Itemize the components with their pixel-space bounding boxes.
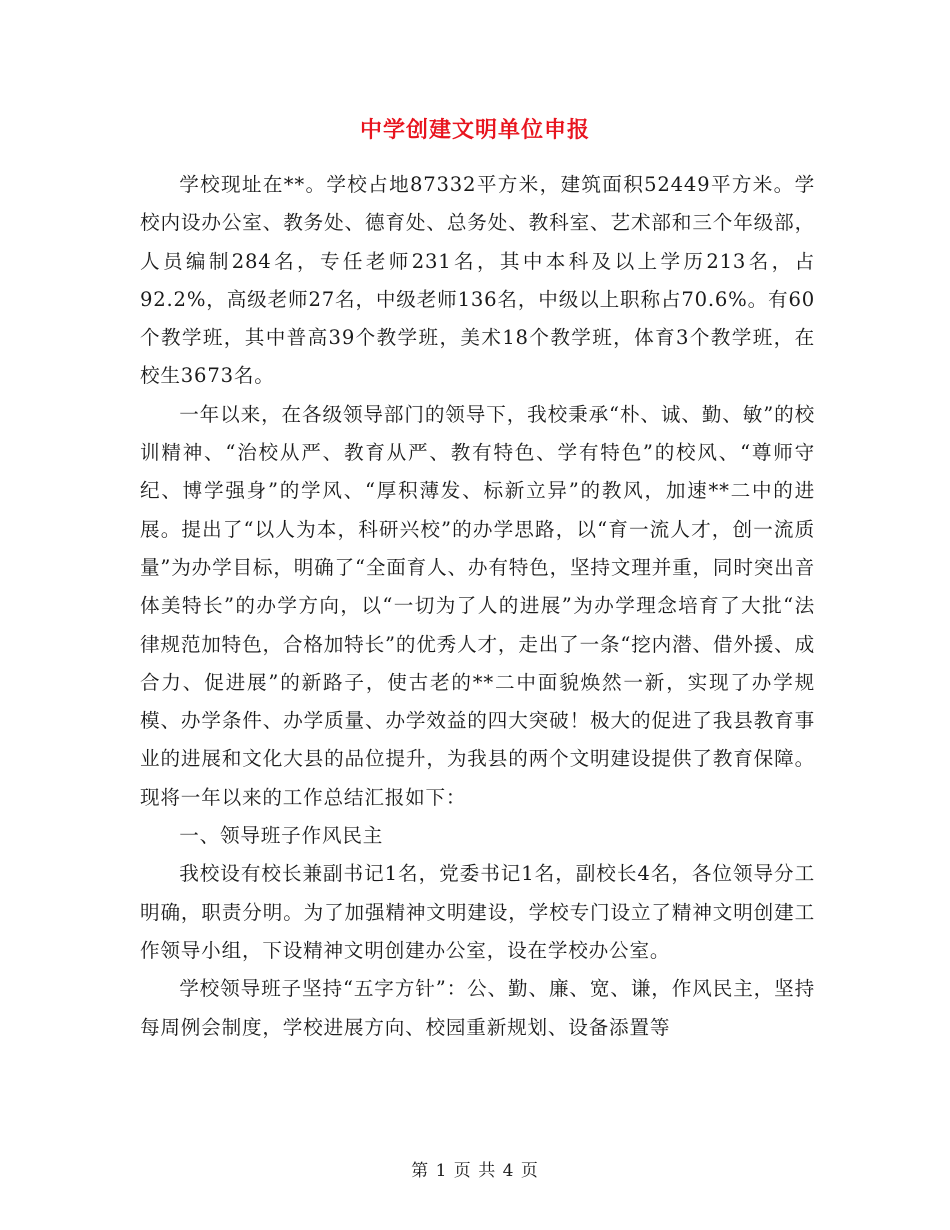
paragraph-leadership-principles: 学校领导班子坚持“五字方针”：公、勤、廉、宽、谦，作风民主，坚持每周例会制度，学校进展方向、校园重新规划、设备添置等 <box>140 977 815 1039</box>
page-number-footer: 第 1 页 共 4 页 <box>411 1161 539 1181</box>
document-body <box>140 166 815 1047</box>
paragraph-school-overview: 学校现址在**。学校占地87332平方米，建筑面积52449平方米。学校内设办公室、教务处、德育处、总务处、教科室、艺术部和三个年级部，人员编制284名，专任老师231名，其中本科及以上学历213名，占92.2%，高级老师27名，中级老师136名，中级以上职称占70.6%。有60个教学班，其中普高39个教学班，美术18个教学班，体育3个教学班，在校生3673名。 <box>140 173 815 388</box>
paragraph-year-summary: 一年以来，在各级领导部门的领导下，我校秉承“朴、诚、勤、敏”的校训精神、“治校从严、教育从严、教有特色、学有特色”的校风、“尊师守纪、博学强身”的学风、“厚积薄发、标新立异”的教风，加速**二中的进展。提出了“以人为本，科研兴校”的办学思路，以“育一流人才，创一流质量”为办学目标，明确了“全面育人、办有特色，坚持文理并重，同时突出音体美特长”的办学方向，以“一切为了人的进展”为办学理念培育了大批“法律规范加特色，合格加特长”的优秀人才，走出了一条“挖内潜、借外援、成合力、促进展”的新路子，使古老的**二中面貌焕然一新，实现了办学规模、办学条件、办学质量、办学效益的四大突破！极大的促进了我县教育事业的进展和文化大县的品位提升，为我县的两个文明建设提供了教育保障。现将一年以来的工作总结汇报如下： <box>140 402 815 809</box>
section-heading-leadership: 一、领导班子作风民主 <box>179 824 384 848</box>
paragraph-leadership-structure: 我校设有校长兼副书记1名，党委书记1名，副校长4名，各位领导分工明确，职责分明。为了加强精神文明建设，学校专门设立了精神文明创建工作领导小组，下设精神文明创建办公室，设在学校办公室。 <box>140 862 815 962</box>
document-title: 中学创建文明单位申报 <box>359 117 590 143</box>
